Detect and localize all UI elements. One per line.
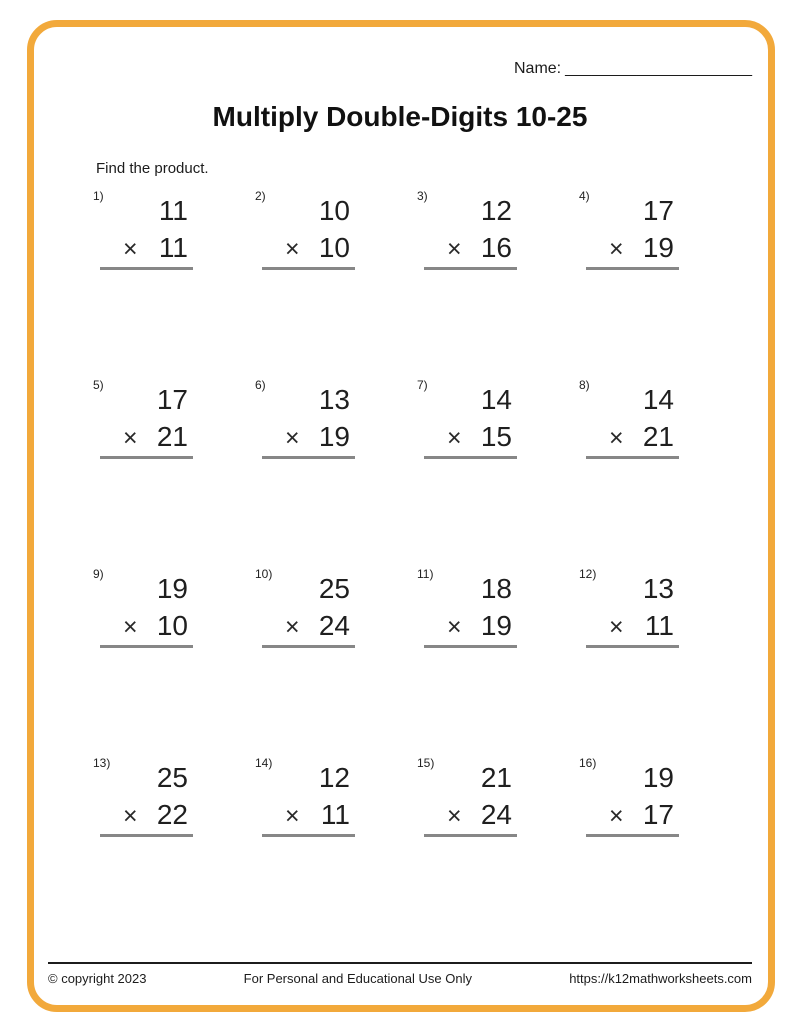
multiplicand: 13 [642,573,674,604]
footer-usage: For Personal and Educational Use Only [243,971,473,986]
page-title: Multiply Double-Digits 10-25 [212,101,588,132]
multiply-icon: × [123,802,138,830]
multiplier: 17 [642,799,674,830]
multiplier: 24 [318,610,350,641]
multiplier: 21 [156,421,188,452]
problem-cell-3 [417,188,579,377]
multiplicand: 25 [318,573,350,604]
problem-cell-16 [579,755,741,944]
multiply-icon: × [285,613,300,641]
multiplier: 10 [156,610,188,641]
problem-number: 1) [93,189,104,203]
name-blank-line: _____________________ [565,60,752,77]
problem-cell-12 [579,566,741,755]
footer-copyright: © copyright 2023 [48,971,147,986]
problem-cell-10 [255,566,417,755]
multiplier: 16 [480,232,512,263]
multiply-icon: × [285,235,300,263]
multiplicand: 19 [642,762,674,793]
multiply-icon: × [609,235,624,263]
multiply-icon: × [447,235,462,263]
problem-block [262,190,355,270]
problem-block [586,190,679,270]
multiply-icon: × [609,424,624,452]
problem-number: 3) [417,189,428,203]
multiplicand: 21 [480,762,512,793]
problem-block [100,190,193,270]
problem-number: 7) [417,378,428,392]
multiply-icon: × [285,802,300,830]
problem-block [586,568,679,648]
footer-url: https://k12mathworksheets.com [569,971,752,986]
multiplicand: 11 [158,195,188,226]
multiply-icon: × [285,424,300,452]
multiply-icon: × [447,802,462,830]
problem-number: 5) [93,378,104,392]
problem-number: 4) [579,189,590,203]
multiplier: 11 [320,799,350,830]
problem-block [262,568,355,648]
problem-number: 9) [93,567,104,581]
multiplier: 19 [642,232,674,263]
problems-grid [93,188,741,944]
multiplier: 15 [480,421,512,452]
problem-block [424,379,517,459]
multiplicand: 17 [156,384,188,415]
multiplier: 19 [480,610,512,641]
multiplier: 19 [318,421,350,452]
problem-cell-13 [93,755,255,944]
multiplicand: 25 [156,762,188,793]
multiplicand: 10 [318,195,350,226]
problem-block [586,379,679,459]
problem-number: 11) [417,567,434,581]
instruction-text: Find the product. [96,160,209,177]
problem-block [262,757,355,837]
multiplier: 11 [158,232,188,263]
problem-block [100,757,193,837]
name-field-row [514,60,752,78]
problem-cell-9 [93,566,255,755]
footer-divider [48,962,752,964]
problem-cell-15 [417,755,579,944]
problem-number: 16) [579,756,597,770]
multiply-icon: × [123,235,138,263]
multiplicand: 18 [480,573,512,604]
problem-number: 6) [255,378,266,392]
footer [48,971,752,986]
multiply-icon: × [123,424,138,452]
problem-number: 10) [255,567,273,581]
problem-cell-14 [255,755,417,944]
multiplier: 22 [156,799,188,830]
multiply-icon: × [123,613,138,641]
problem-cell-8 [579,377,741,566]
problem-cell-6 [255,377,417,566]
problem-cell-4 [579,188,741,377]
problem-number: 13) [93,756,111,770]
multiply-icon: × [609,802,624,830]
problem-cell-5 [93,377,255,566]
multiply-icon: × [447,424,462,452]
problem-number: 14) [255,756,273,770]
multiply-icon: × [447,613,462,641]
multiplicand: 19 [156,573,188,604]
problem-number: 2) [255,189,266,203]
multiplier: 11 [644,610,674,641]
multiplicand: 12 [480,195,512,226]
problem-block [100,568,193,648]
problem-block [424,757,517,837]
problem-number: 8) [579,378,590,392]
problem-block [424,568,517,648]
problem-cell-2 [255,188,417,377]
multiplicand: 12 [318,762,350,793]
multiplicand: 14 [642,384,674,415]
multiplicand: 14 [480,384,512,415]
multiply-icon: × [609,613,624,641]
multiplier: 24 [480,799,512,830]
multiplicand: 13 [318,384,350,415]
problem-cell-1 [93,188,255,377]
problem-number: 15) [417,756,435,770]
multiplicand: 17 [642,195,674,226]
multiplier: 21 [642,421,674,452]
problem-block [424,190,517,270]
problem-block [262,379,355,459]
name-label: Name: [514,60,562,77]
problem-cell-11 [417,566,579,755]
problem-block [586,757,679,837]
problem-cell-7 [417,377,579,566]
problem-block [100,379,193,459]
multiplier: 10 [318,232,350,263]
problem-number: 12) [579,567,597,581]
